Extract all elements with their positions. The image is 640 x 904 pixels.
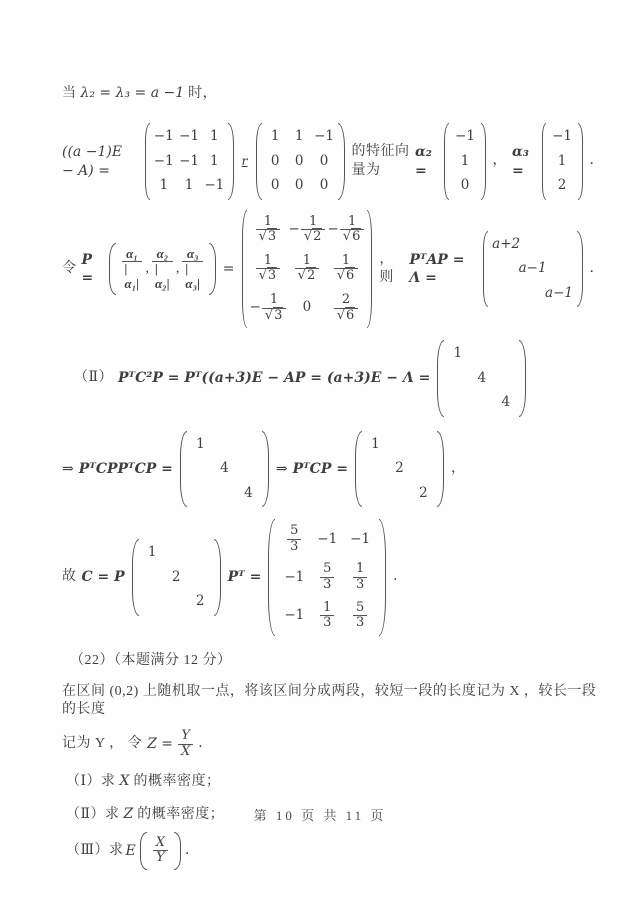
matrix-cell	[172, 595, 181, 610]
eq-row-reduction	[62, 123, 604, 200]
matrix-cell: 2	[419, 484, 428, 501]
eq2-comma: ，	[492, 153, 507, 169]
matrix-cell: 1	[270, 128, 280, 145]
line-when-lambda	[62, 84, 604, 103]
matrix-cell: 1	[453, 345, 463, 362]
matrix-cell	[371, 486, 380, 501]
matrix-cell: a−1	[518, 260, 547, 277]
matrix-cell: 0	[460, 177, 470, 194]
comma: ,	[145, 260, 149, 276]
matrix-cell	[244, 437, 253, 452]
matrix-cell	[554, 261, 563, 276]
part2-label: （Ⅱ）	[74, 370, 114, 386]
matrix-cell	[453, 371, 462, 386]
p-lhs: P =	[81, 251, 94, 286]
item2-variable: Z	[123, 805, 134, 822]
right-paren	[379, 519, 386, 635]
matrix-grid	[365, 431, 434, 508]
matrix-cell: $\frac{1}{√6}$	[334, 254, 359, 284]
ptap-lhs: PᵀAP = Λ =	[409, 251, 465, 286]
left-paren	[180, 431, 187, 508]
eq3-then-text: ， 则	[379, 251, 394, 285]
matrix-cell	[477, 395, 486, 410]
matrix-cell: $\frac{1}{√2}$	[295, 254, 320, 284]
q22-line2-pre: 记为 Y ， 令	[62, 736, 143, 752]
eq2-mid-text: 的特征向量为	[351, 144, 410, 178]
left-paren	[444, 123, 449, 200]
matrix-a-minus	[145, 123, 234, 200]
matrix-cell: −1	[153, 152, 174, 169]
equals-sign: =	[222, 260, 235, 277]
implies-arrow: ⇒	[62, 460, 74, 477]
matrix-p-values	[242, 210, 373, 328]
eq-implication	[62, 431, 604, 508]
left-paren	[242, 210, 247, 328]
matrix-cell: − $\frac{1}{√6}$	[328, 215, 365, 245]
matrix-cell: − $\frac{1}{√2}$	[289, 215, 326, 245]
matrix-cell: 1	[147, 544, 157, 561]
matrix-cell: − $\frac{1}{√3}$	[249, 293, 286, 323]
right-paren	[578, 123, 583, 200]
matrix-grid	[491, 231, 574, 308]
matrix-cell	[395, 437, 404, 452]
eq-p-definition	[62, 210, 604, 328]
matrix-grid	[153, 123, 226, 200]
right-paren	[228, 123, 233, 200]
matrix-cell: 4	[244, 484, 253, 501]
item2-text: 的概率密度；	[133, 806, 225, 822]
matrix-cell	[528, 237, 537, 252]
matrix-cell: $\frac{1}{3}$	[353, 562, 367, 592]
line-when-lambda-post: 时，	[184, 86, 218, 101]
eq6-lhs: C = P	[81, 569, 125, 586]
vector-grid	[452, 123, 477, 200]
implies-arrow: ⇒	[275, 460, 288, 477]
right-paren	[338, 123, 344, 200]
alpha1-unit-fraction: $\frac{\text{α₁}}{\text{|α₁|}}$	[122, 247, 143, 292]
vector-alpha3	[542, 123, 583, 200]
matrix-c-values	[268, 519, 386, 635]
vector-grid	[549, 123, 574, 200]
left-paren	[355, 431, 362, 508]
comma: ,	[175, 260, 180, 276]
matrix-cell: −1	[350, 530, 371, 547]
matrix-grid	[190, 431, 259, 508]
row-reduce-symbol: r	[241, 153, 248, 169]
matrix-cell: 4	[477, 369, 487, 386]
left-paren	[542, 123, 547, 200]
alpha3-unit-fraction: $\frac{\text{α₃}}{\text{|α₃|}}$	[182, 247, 203, 292]
matrix-cell	[453, 395, 462, 410]
item3-label: （Ⅲ）求	[66, 842, 124, 858]
matrix-cell: 1	[196, 435, 205, 452]
matrix-cell	[528, 286, 537, 301]
matrix-cell: $\frac{5}{3}$	[320, 562, 334, 592]
matrix-cell: −1	[204, 177, 225, 194]
matrix-cell	[220, 437, 229, 452]
matrix-cell: 1	[159, 177, 169, 194]
eq5-lhs2: PᵀCP =	[292, 460, 348, 477]
matrix-cell: 1	[210, 152, 219, 169]
left-paren	[140, 832, 147, 870]
right-paren	[214, 539, 221, 616]
matrix-cell	[554, 237, 563, 252]
item1-label: （Ⅰ）求	[66, 774, 120, 790]
matrix-cell: 0	[319, 177, 329, 194]
q22-heading: （22）（本题满分 12 分）	[70, 652, 232, 668]
item3-period: ．	[185, 842, 200, 858]
matrix-cell: −1	[284, 568, 305, 585]
matrix-cell: −1	[153, 128, 174, 145]
right-paren	[481, 123, 486, 200]
eq4-lhs: PᵀC²P = Pᵀ((a+3)E − AP = (a+3)E − Λ =	[118, 370, 431, 387]
matrix-cell: 2	[557, 177, 567, 194]
matrix-cell: 0	[294, 177, 304, 194]
item1-text: 的概率密度；	[129, 774, 221, 790]
matrix-cell: 1	[557, 152, 567, 169]
right-paren	[577, 231, 582, 308]
page-footer: 第 10 页 共 11 页	[253, 808, 387, 823]
matrix-cell: 0	[294, 152, 304, 169]
left-paren	[256, 123, 262, 200]
right-paren	[437, 431, 444, 508]
matrix-cell: a+2	[492, 235, 521, 252]
matrix-rref	[256, 123, 345, 200]
matrix-144b	[180, 431, 269, 508]
matrix-cell: 0	[302, 299, 312, 316]
p-fraction-row	[119, 243, 207, 296]
alpha2-label: α₂ =	[414, 144, 432, 179]
eq3-period: ．	[589, 260, 605, 276]
matrix-grid	[142, 539, 211, 616]
matrix-cell	[395, 486, 404, 501]
matrix-cell: a−1	[545, 284, 573, 301]
alpha2-unit-fraction: $\frac{\text{α₂}}{\text{|α₂|}}$	[152, 247, 173, 292]
right-paren	[209, 243, 215, 296]
matrix-cell	[196, 486, 205, 501]
matrix-cell	[502, 261, 511, 276]
matrix-cell	[196, 570, 205, 585]
eq6-pre: 故	[62, 569, 77, 585]
matrix-cell: −1	[552, 128, 572, 145]
matrix-cell: −1	[455, 128, 475, 145]
matrix-122	[355, 431, 444, 508]
matrix-grid	[250, 210, 364, 328]
matrix-cell: 1	[294, 128, 304, 145]
eq6-period: ．	[393, 569, 408, 585]
q22-item-3	[62, 832, 604, 870]
item3-expectation: E	[125, 842, 136, 859]
eq5-comma: ，	[450, 460, 466, 476]
matrix-cell: −1	[317, 530, 338, 547]
matrix-cell: 1	[460, 152, 470, 169]
left-paren	[268, 519, 275, 635]
matrix-cell	[477, 346, 486, 361]
eq6-mid: Pᵀ =	[227, 569, 262, 586]
q22-line2-period: ．	[198, 736, 213, 752]
matrix-cell	[419, 462, 428, 477]
matrix-cell	[196, 462, 205, 477]
matrix-grid	[447, 340, 516, 417]
eq-c-result	[62, 519, 604, 635]
right-paren	[262, 431, 269, 508]
p-column-fractions	[109, 243, 216, 296]
matrix-cell: 1	[210, 128, 219, 145]
eq3-pre: 令	[62, 260, 77, 276]
matrix-cell: 2	[171, 568, 181, 585]
lambda-equation: λ₂ = λ₃ = a −1	[80, 85, 185, 101]
vector-alpha2	[444, 123, 485, 200]
alpha3-label: α₃ =	[511, 144, 529, 179]
matrix-cell: −1	[179, 128, 199, 145]
matrix-cell	[419, 437, 428, 452]
q22-statement-line1: 在区间 (0,2) 上随机取一点，将该区间分成两段，较短一段的长度记为 X ，较长一段的长度	[62, 683, 597, 718]
z-definition-lhs: Z =	[147, 736, 174, 753]
left-paren	[483, 231, 488, 308]
matrix-cell: $\frac{5}{3}$	[353, 601, 367, 631]
eq5-lhs1: PᵀCPPᵀCP =	[78, 460, 173, 477]
matrix-grid	[278, 519, 376, 635]
matrix-cell: −1	[284, 606, 305, 623]
matrix-cell: 1	[371, 435, 380, 452]
matrix-cell: −1	[314, 128, 334, 145]
matrix-144	[437, 340, 526, 417]
line-when-lambda-pre: 当	[62, 86, 81, 101]
left-paren	[109, 243, 115, 296]
matrix-cell	[502, 286, 511, 301]
matrix-cell: 0	[319, 152, 329, 169]
matrix-cell: 0	[270, 152, 280, 169]
matrix-grid	[265, 123, 336, 200]
matrix-cell	[172, 545, 181, 560]
eq-part2-line1	[62, 340, 604, 417]
matrix-cell: −1	[179, 152, 199, 169]
item1-variable: X	[119, 773, 130, 790]
matrix-cell	[220, 486, 229, 501]
q22-item-1	[62, 772, 604, 791]
matrix-cell	[371, 462, 380, 477]
matrix-cell: 2	[195, 593, 205, 610]
left-paren	[437, 340, 444, 417]
eq2-period: ．	[589, 153, 604, 169]
matrix-lambda-diag	[483, 231, 583, 308]
matrix-cell: $\frac{1}{√3}$	[256, 254, 281, 284]
matrix-cell: 4	[220, 460, 229, 477]
left-paren	[132, 539, 139, 616]
matrix-cell: 0	[270, 177, 280, 194]
matrix-cell	[196, 545, 205, 560]
item2-label: （Ⅱ）求	[66, 806, 124, 822]
matrix-cell: 2	[395, 460, 404, 477]
right-paren	[174, 832, 181, 870]
matrix-cell	[148, 570, 157, 585]
matrix-cell	[244, 462, 253, 477]
matrix-cell: 1	[184, 177, 194, 194]
matrix-cell	[501, 371, 510, 386]
matrix-122b	[132, 539, 221, 616]
right-paren	[519, 340, 526, 417]
matrix-cell: $\frac{5}{3}$	[287, 524, 301, 554]
q22-statement-line2	[62, 729, 604, 759]
z-fraction: $\frac{Y}{X}$	[178, 729, 193, 759]
matrix-cell: 4	[501, 394, 511, 411]
matrix-cell: $\frac{1}{3}$	[320, 601, 334, 631]
expectation-argument	[140, 832, 181, 870]
left-paren	[145, 123, 150, 200]
matrix-cell	[148, 595, 157, 610]
matrix-cell: $\frac{1}{√3}$	[256, 215, 281, 245]
eq2-lhs: ((a −1)E − A) =	[62, 144, 123, 179]
matrix-cell: $\frac{2}{√6}$	[334, 293, 359, 323]
matrix-cell	[501, 346, 510, 361]
x-over-y-fraction: $\frac{X}{Y}$	[150, 832, 171, 870]
right-paren	[367, 210, 372, 328]
